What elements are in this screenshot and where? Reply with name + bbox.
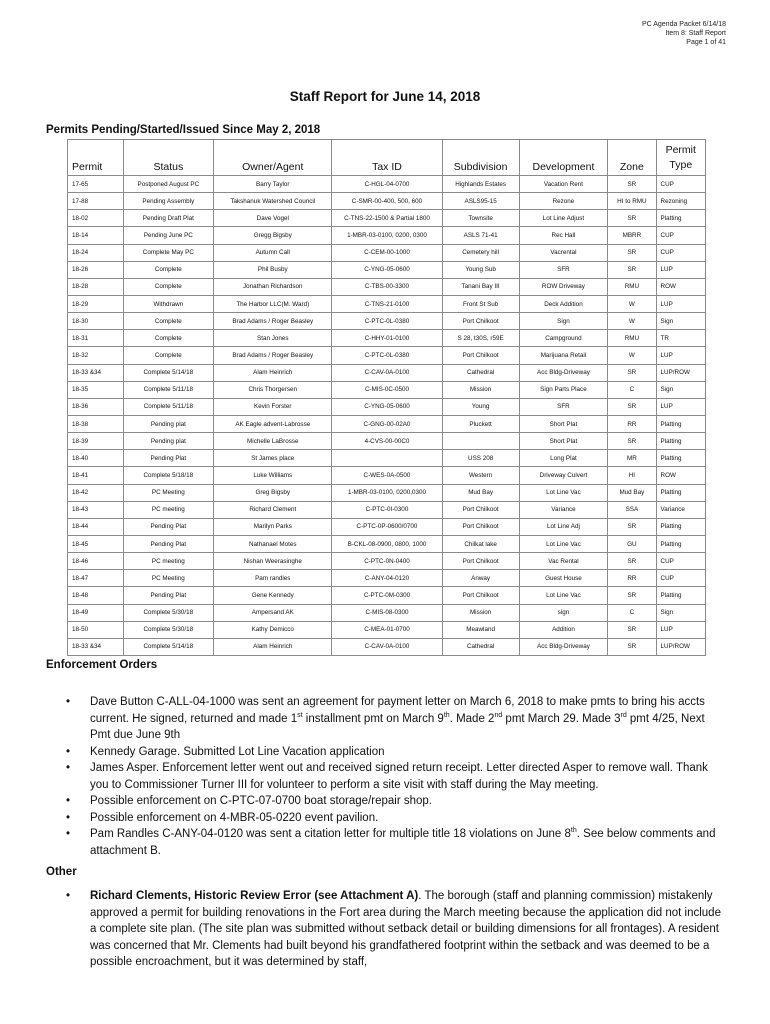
table-cell: Marilyn Parks [214,518,332,535]
table-cell: LUP [656,398,705,415]
table-cell: C-SMR-00-400, 500, 600 [332,193,442,210]
table-cell: Pending plat [123,415,214,432]
table-cell: HI to RMU [608,193,656,210]
table-cell: ASLS 71-41 [442,227,519,244]
table-cell: Cathedral [442,364,519,381]
bullet-icon: • [66,890,71,902]
table-cell: Ampersand AK [214,604,332,621]
table-cell: 18-38 [68,415,124,432]
table-cell: 18-36 [68,398,124,415]
table-cell: 18-14 [68,227,124,244]
table-cell: 18-02 [68,210,124,227]
table-cell: Driveway Culvert [519,467,607,484]
table-cell: PC meeting [123,501,214,518]
permits-table [67,139,706,656]
table-cell: PC Meeting [123,484,214,501]
table-cell: Sign [519,313,607,330]
table-cell: The Harbor LLC(M. Ward) [214,295,332,312]
table-cell: Complete 5/18/18 [123,467,214,484]
table-cell: St James place [214,450,332,467]
table-row [68,193,706,210]
table-cell: LUP [656,295,705,312]
table-cell: Alam Heinrich [214,364,332,381]
list-item: • Possible enforcement on C-PTC-07-0700 boat storage/repair shop. [66,793,722,810]
list-item: • Pam Randles C-ANY-04-0120 was sent a citation letter for multiple title 18 violations on June 8th. See below comments and attachment B. [66,827,716,857]
table-cell: C [608,604,656,621]
column-header: Owner/Agent [214,140,332,176]
table-cell: Pending Plat [123,535,214,552]
column-header: Status [123,140,214,176]
table-cell: Western [442,467,519,484]
bullet-icon: • [66,795,71,807]
table-cell: Guest House [519,570,607,587]
table-cell [442,433,519,450]
table-cell: Pending Assembly [123,193,214,210]
table-cell: Sign [656,381,705,398]
table-cell: 18-44 [68,518,124,535]
table-cell: 18-35 [68,381,124,398]
table-cell: 18-33 &34 [68,638,124,655]
table-cell: Rec Hall [519,227,607,244]
table-cell: Alam Heinrich [214,638,332,655]
list-item: • Possible enforcement on 4-MBR-05-0220 event pavilion. [66,810,722,827]
table-cell: Withdrawn [123,295,214,312]
table-cell: Barry Taylor [214,176,332,193]
table-cell: Pending Plat [123,587,214,604]
table-cell: RR [608,570,656,587]
table-cell: Platting [656,518,705,535]
table-row [68,638,706,655]
table-cell: SFR [519,398,607,415]
table-cell: 17-88 [68,193,124,210]
table-cell: SR [608,261,656,278]
column-header: Subdivision [442,140,519,176]
table-cell: 18-32 [68,347,124,364]
other-heading: Other [46,866,77,878]
table-cell: Cathedral [442,638,519,655]
permits-table-header-row [68,140,706,176]
table-cell: Front St Sub [442,295,519,312]
table-cell: ASLS95-15 [442,193,519,210]
table-cell: Platting [656,587,705,604]
table-cell: LUP [656,347,705,364]
table-cell: Vacation Rent [519,176,607,193]
table-cell: Rezone [519,193,607,210]
table-cell: Highlands Estates [442,176,519,193]
table-cell: CUP [656,570,705,587]
table-cell: Pluckett [442,415,519,432]
table-cell: C-HGL-04-0700 [332,176,442,193]
table-cell: 18-50 [68,621,124,638]
table-cell: Complete [123,330,214,347]
table-cell: C-ANY-04-0120 [332,570,442,587]
table-cell: RMU [608,330,656,347]
table-cell: Complete [123,261,214,278]
table-cell: Brad Adams / Roger Beasley [214,347,332,364]
table-cell: Postponed August PC [123,176,214,193]
table-cell: Sign [656,604,705,621]
table-cell: ROW Driveway [519,278,607,295]
table-cell: 18-26 [68,261,124,278]
table-cell: 1-MBR-03-0100, 0200,0300 [332,484,442,501]
column-header: Tax ID [332,140,442,176]
table-cell: Port Chilkoot [442,501,519,518]
table-cell: Port Chilkoot [442,587,519,604]
table-cell: SR [608,398,656,415]
table-cell: LUP/ROW [656,364,705,381]
table-cell: Port Chilkoot [442,518,519,535]
table-cell: C-TNS-22-1500 & Partial 1800 [332,210,442,227]
table-cell: Gregg Bigsby [214,227,332,244]
table-cell: 18-30 [68,313,124,330]
bullet-icon: • [66,811,71,824]
table-cell: Complete 5/11/18 [123,398,214,415]
table-cell: Michelle LaBrosse [214,433,332,450]
list-item: • Dave Button C-ALL-04-1000 was sent an agreement for payment letter on March 6, 2018 to make pmts to bring his accts current. He signed, returned and made 1st installment pmt on March 9th. Made 2nd pmt March 29. Made 3rd pmt 4/25, Next Pmt due June 9th [66,696,705,741]
table-cell: Complete 5/30/18 [123,604,214,621]
table-cell: C-CAV-0A-0100 [332,638,442,655]
enforcement-heading: Enforcement Orders [46,659,158,671]
table-cell: 1-MBR-03-0100, 0200, 0300 [332,227,442,244]
column-header: Zone [608,140,656,176]
table-row [68,415,706,432]
table-row [68,518,706,535]
document-header [642,20,726,47]
table-row [68,381,706,398]
table-cell: HI [608,467,656,484]
table-cell: S 28, t30S, r59E [442,330,519,347]
table-cell: SR [608,518,656,535]
table-cell: SR [608,553,656,570]
table-cell: Townsite [442,210,519,227]
table-cell: 18-40 [68,450,124,467]
table-cell: PC meeting [123,553,214,570]
table-row [68,501,706,518]
table-cell: Sign Parts Place [519,381,607,398]
table-cell: C-YNG-05-0600 [332,398,442,415]
table-cell: Mud Bay [608,484,656,501]
table-cell: SR [608,176,656,193]
bullet-icon: • [66,762,71,774]
table-cell: 17-65 [68,176,124,193]
table-cell: SR [608,621,656,638]
column-header: Permit [68,140,124,176]
table-cell: Kevin Forster [214,398,332,415]
table-cell: Platting [656,433,705,450]
table-cell: SR [608,364,656,381]
table-cell: Complete 5/30/18 [123,621,214,638]
table-cell: LUP/ROW [656,638,705,655]
column-header: Permit Type [656,140,705,176]
table-cell: C-PTC-0I-0300 [332,501,442,518]
table-cell: Pending Plat [123,450,214,467]
table-cell: 18-29 [68,295,124,312]
table-cell: Deck Addition [519,295,607,312]
table-cell: Lot Line Vac [519,535,607,552]
table-cell: SR [608,638,656,655]
table-cell: C-HHY-01-0100 [332,330,442,347]
table-cell: Cemetery hill [442,244,519,261]
table-cell: 18-39 [68,433,124,450]
table-cell: W [608,347,656,364]
table-cell: C-PTC-0P-0600/0700 [332,518,442,535]
table-cell: Pending Draft Plat [123,210,214,227]
table-cell: Complete [123,313,214,330]
table-cell: Brad Adams / Roger Beasley [214,313,332,330]
table-cell: Lot Line Adj [519,518,607,535]
table-cell: C-TBS-00-3300 [332,278,442,295]
table-cell: Port Chilkoot [442,347,519,364]
table-cell: Dave Vogel [214,210,332,227]
table-cell: SR [608,244,656,261]
bullet-icon: • [66,696,71,708]
table-cell: Complete 5/14/18 [123,638,214,655]
table-cell: C-PTC-0N-0400 [332,553,442,570]
table-row [68,278,706,295]
table-cell: Jonathan Richardson [214,278,332,295]
table-cell: MR [608,450,656,467]
table-cell: Variance [656,501,705,518]
table-cell: C-MIS-0C-0500 [332,381,442,398]
table-cell: TR [656,330,705,347]
table-cell: USS 208 [442,450,519,467]
table-cell: C-TNS-21-0100 [332,295,442,312]
table-cell: Platting [656,450,705,467]
table-cell: 4-CVS-00-00C0 [332,433,442,450]
table-row [68,621,706,638]
table-cell: SR [608,587,656,604]
table-row [68,484,706,501]
table-cell: Young [442,398,519,415]
table-cell: W [608,295,656,312]
table-row [68,176,706,193]
table-cell: Luke Williams [214,467,332,484]
table-row [68,330,706,347]
header-item: Item 8: Staff Report [665,30,726,37]
table-cell: Campground [519,330,607,347]
table-cell: Acc Bldg-Driveway [519,638,607,655]
table-cell: Rezoning [656,193,705,210]
column-header: Development [519,140,607,176]
table-cell: W [608,313,656,330]
table-cell: Long Plat [519,450,607,467]
table-row [68,433,706,450]
table-row [68,553,706,570]
table-cell: 18-47 [68,570,124,587]
table-cell: SSA [608,501,656,518]
table-cell: C-GNG-00-02A0 [332,415,442,432]
table-cell: Variance [519,501,607,518]
table-cell: C-MEA-01-0700 [332,621,442,638]
table-cell: SR [608,433,656,450]
table-row [68,535,706,552]
table-row [68,210,706,227]
table-cell: C-CEM-00-1000 [332,244,442,261]
table-cell: Short Plat [519,415,607,432]
table-cell: Pam randles [214,570,332,587]
table-cell: Lot Line Vac [519,587,607,604]
table-cell: Nishan Weerasinghe [214,553,332,570]
table-cell: 18-28 [68,278,124,295]
table-cell: 18-43 [68,501,124,518]
table-cell: Anway [442,570,519,587]
permits-section-heading: Permits Pending/Started/Issued Since May 2, 2018 [46,124,321,136]
table-cell: 18-48 [68,587,124,604]
table-cell: Nathanael Motes [214,535,332,552]
table-cell: Platting [656,210,705,227]
table-row [68,364,706,381]
table-cell: 18-49 [68,604,124,621]
table-cell: Gene Kennedy [214,587,332,604]
table-row [68,313,706,330]
table-cell: 18-41 [68,467,124,484]
table-cell: Pending plat [123,433,214,450]
table-cell: SR [608,210,656,227]
header-page: Page 1 of 41 [686,39,726,46]
table-row [68,261,706,278]
table-cell: Stan Jones [214,330,332,347]
table-cell: GU [608,535,656,552]
table-cell: Mission [442,381,519,398]
table-cell: CUP [656,227,705,244]
table-cell: MBRR [608,227,656,244]
table-cell: ROW [656,278,705,295]
table-cell [332,450,442,467]
table-cell: Young Sub [442,261,519,278]
table-cell: Tanani Bay III [442,278,519,295]
table-cell: B-CKL-08-0900, 0800, 1000 [332,535,442,552]
table-cell: AK Eagle advent-Labrosse [214,415,332,432]
table-cell: Sign [656,313,705,330]
table-cell: Pending June PC [123,227,214,244]
other-list [66,888,722,971]
table-cell: Mud Bay [442,484,519,501]
table-cell: Complete 5/14/18 [123,364,214,381]
table-cell: Vac Rental [519,553,607,570]
table-cell: Short Plat [519,433,607,450]
table-cell: Richard Clement [214,501,332,518]
table-row [68,570,706,587]
table-cell: Vacrental [519,244,607,261]
table-cell: C-YNG-05-0600 [332,261,442,278]
header-packet: PC Agenda Packet 6/14/18 [641,21,726,28]
table-cell: 18-31 [68,330,124,347]
table-cell: 18-24 [68,244,124,261]
table-cell: Meawland [442,621,519,638]
list-item: • Richard Clements, Historic Review Error (see Attachment A). The borough (staff and planning commission) mistakenly approved a permit for building renovations in the Fort area during the March meeting because the application did not include a complete site plan. (The site plan was submitted without setback detail or building dimensions for all frontages). A resident was concerned that Mr. Clements had built beyond his grandfathered footprint within the setback and was deemed to be a possible encroachment, but it was determined by staff, [66,890,721,968]
table-cell: Pending Plat [123,518,214,535]
table-row [68,398,706,415]
list-item: • Kennedy Garage. Submitted Lot Line Vacation application [66,744,722,761]
table-row [68,450,706,467]
table-row [68,347,706,364]
table-row [68,244,706,261]
table-cell: C-WES-0A-0500 [332,467,442,484]
table-cell: Acc Bldg-Driveway [519,364,607,381]
table-cell: Platting [656,484,705,501]
table-cell: Port Chilkoot [442,553,519,570]
table-cell: 18-33 &34 [68,364,124,381]
table-cell: Addition [519,621,607,638]
table-cell: C-PTC-0L-0380 [332,347,442,364]
table-cell: Autumn Call [214,244,332,261]
table-cell: C-PTC-0L-0380 [332,313,442,330]
table-cell: sign [519,604,607,621]
table-row [68,227,706,244]
table-cell: Port Chilkoot [442,313,519,330]
table-row [68,604,706,621]
table-cell: CUP [656,244,705,261]
table-cell: CUP [656,176,705,193]
table-cell: CUP [656,553,705,570]
table-cell: Complete 5/11/18 [123,381,214,398]
table-cell: Kathy Demicco [214,621,332,638]
table-cell: RR [608,415,656,432]
table-cell: Marijuana Retail [519,347,607,364]
table-cell: Platting [656,415,705,432]
table-cell: PC Meeting [123,570,214,587]
document-title: Staff Report for June 14, 2018 [289,89,481,104]
table-row [68,467,706,484]
table-cell: Mission [442,604,519,621]
bullet-icon: • [66,828,71,840]
enforcement-list [66,694,722,859]
permits-table-body [68,176,706,656]
table-cell: 18-46 [68,553,124,570]
table-cell: RMU [608,278,656,295]
table-cell: C [608,381,656,398]
table-cell: LUP [656,261,705,278]
table-cell: Platting [656,535,705,552]
table-cell: 18-42 [68,484,124,501]
table-cell: Lot Line Vac [519,484,607,501]
bullet-icon: • [66,745,71,758]
table-cell: Complete [123,278,214,295]
table-cell: C-CAV-0A-0100 [332,364,442,381]
table-cell: Complete May PC [123,244,214,261]
table-row [68,295,706,312]
table-cell: C-PTC-0M-0300 [332,587,442,604]
table-cell: Complete [123,347,214,364]
table-cell: C-MIS-08-0300 [332,604,442,621]
table-cell: Phil Busby [214,261,332,278]
table-row [68,587,706,604]
list-item: • James Asper. Enforcement letter went out and received signed return receipt. Letter directed Asper to remove wall. Thank you to Commissioner Turner III for volunteer to perform a site visit with staff during the May meeting. [66,762,708,791]
table-cell: LUP [656,621,705,638]
table-cell: Lot Line Adjust [519,210,607,227]
table-cell: Takshanuk Watershed Council [214,193,332,210]
table-cell: Greg Bigsby [214,484,332,501]
table-cell: SFR [519,261,607,278]
table-cell: ROW [656,467,705,484]
table-cell: Chilkat lake [442,535,519,552]
table-cell: Chris Thorgersen [214,381,332,398]
table-cell: 18-45 [68,535,124,552]
